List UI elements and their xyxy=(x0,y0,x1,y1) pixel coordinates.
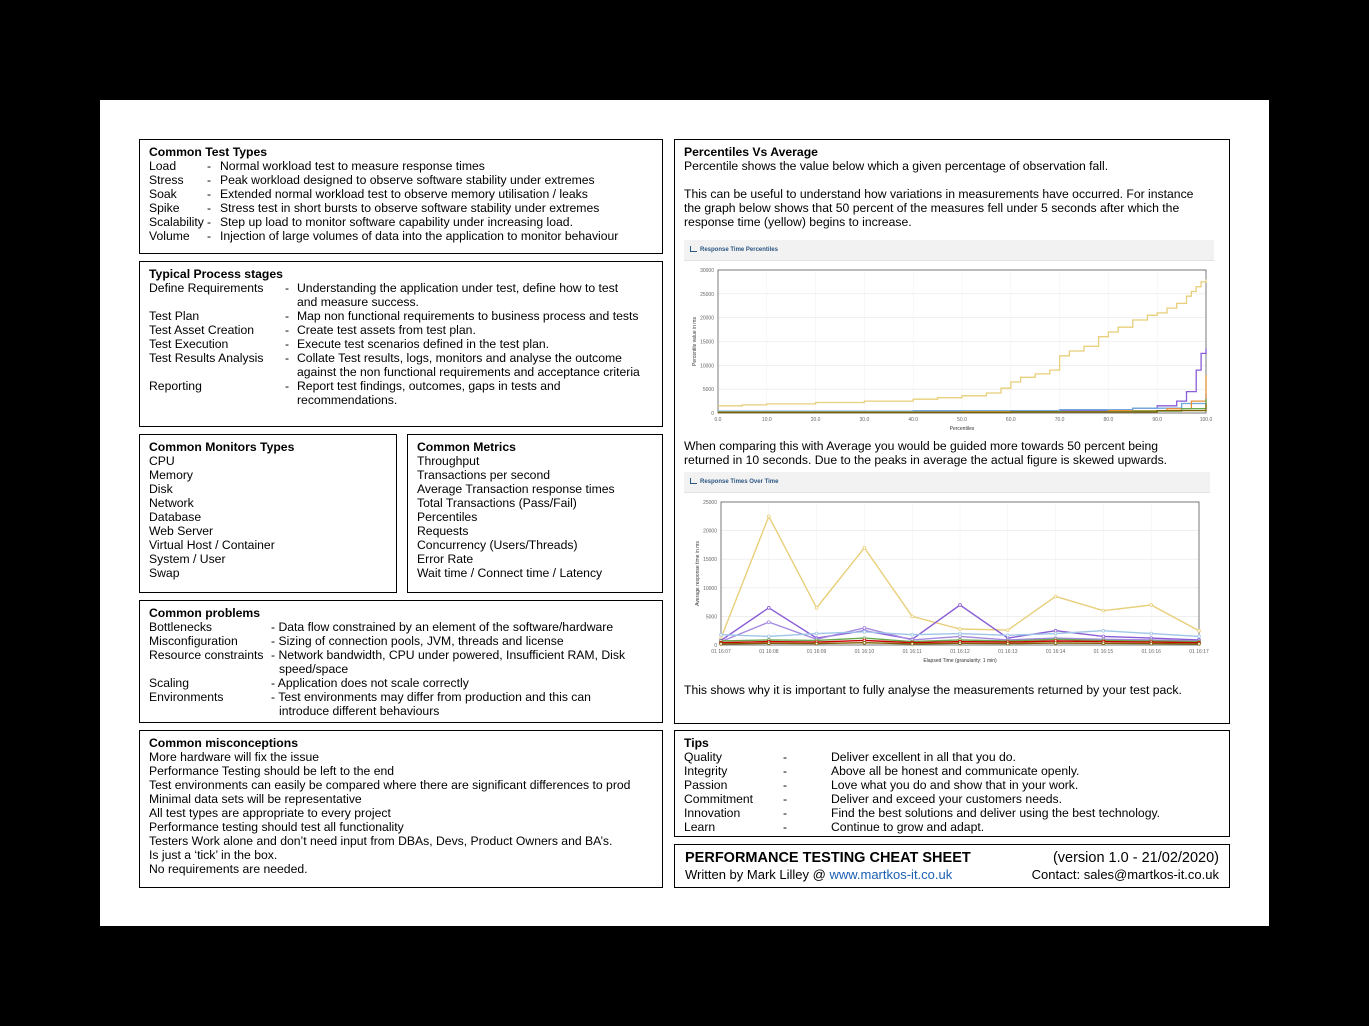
percentiles-p1: Percentile shows the value below which a given percentage of observation fall. xyxy=(684,159,1109,173)
test-type-row xyxy=(149,215,653,229)
data-point xyxy=(767,621,770,624)
process-dash: - xyxy=(285,323,290,337)
test-type-name: Spike xyxy=(149,201,180,215)
problem-row xyxy=(149,634,653,648)
tip-dash: - xyxy=(783,778,788,792)
problem-desc-wrap xyxy=(271,648,653,676)
tip-row xyxy=(684,792,1220,806)
data-point xyxy=(1102,609,1105,612)
y-tick-label: 15000 xyxy=(703,557,717,564)
data-point xyxy=(1198,629,1201,632)
tip-row xyxy=(684,750,1220,764)
x-tick-label: 100.0 xyxy=(1199,417,1213,423)
y-axis-label: Average response time in ms xyxy=(695,541,701,606)
misconception-item: Performance Testing should be left to the end xyxy=(149,764,395,778)
percentiles-chart xyxy=(684,240,1214,430)
tip-name: Commitment xyxy=(684,792,754,806)
test-types-box xyxy=(139,139,663,254)
test-type-name: Load xyxy=(149,159,177,173)
problem-desc-wrap xyxy=(271,634,653,648)
process-box xyxy=(139,261,663,427)
test-type-dash: - xyxy=(207,173,212,187)
tip-row xyxy=(684,764,1220,778)
problem-desc: - Data flow constrained by an element of the software/hardware xyxy=(271,620,614,634)
test-type-desc: Stress test in short bursts to observe software stability under extremes xyxy=(220,201,600,215)
process-desc-wrap xyxy=(297,351,653,379)
footer-version: (version 1.0 - 21/02/2020) xyxy=(1052,850,1219,866)
x-tick-label: 01 16:08 xyxy=(759,649,779,655)
problem-row xyxy=(149,620,653,634)
x-tick-label: 20.0 xyxy=(810,417,821,423)
y-tick-label: 25000 xyxy=(703,500,717,506)
data-point xyxy=(767,515,770,518)
test-type-row xyxy=(149,201,653,215)
test-type-name: Volume xyxy=(149,229,190,243)
process-desc-cont: and measure success. xyxy=(297,295,419,309)
process-row xyxy=(149,379,653,407)
x-tick-label: 30.0 xyxy=(859,417,870,423)
monitors-title: Common Monitors Types xyxy=(149,440,295,454)
metric-item: Wait time / Connect time / Latency xyxy=(417,566,603,580)
data-point xyxy=(1054,629,1057,632)
process-desc: Understanding the application under test, define how to test xyxy=(297,281,619,295)
test-type-name: Soak xyxy=(149,187,177,201)
tips-box xyxy=(674,730,1230,837)
x-tick-label: 01 16:13 xyxy=(998,649,1018,655)
test-types-list xyxy=(149,159,653,243)
x-tick-label: 10.0 xyxy=(761,417,772,423)
percentiles-chart-title: Response Time Percentiles xyxy=(700,247,778,253)
process-dash: - xyxy=(285,281,290,295)
y-tick-label: 15000 xyxy=(700,339,714,346)
test-type-desc: Step up load to monitor software capability under increasing load. xyxy=(220,215,573,229)
percentiles-p2: This can be useful to understand how variations in measurements have occurred. For instance the graph below shows that 50 percent of the measures fell under 5 seconds after which the response time (yellow) begins to increase. xyxy=(684,187,1194,229)
test-type-desc: Injection of large volumes of data into the application to monitor behaviour xyxy=(220,229,619,243)
test-type-row xyxy=(149,229,653,243)
process-desc-wrap xyxy=(297,281,653,309)
tip-desc: Continue to grow and adapt. xyxy=(831,820,985,834)
process-dash: - xyxy=(285,379,290,393)
monitor-item: Web Server xyxy=(149,524,214,538)
percentiles-chart-svg xyxy=(684,261,1214,431)
y-tick-label: 0 xyxy=(714,643,717,649)
tip-row xyxy=(684,820,1220,834)
x-tick-label: 40.0 xyxy=(908,417,919,423)
misconceptions-list xyxy=(149,750,653,876)
tip-dash: - xyxy=(783,820,788,834)
y-tick-label: 5000 xyxy=(705,614,717,621)
tip-row xyxy=(684,806,1220,820)
data-point xyxy=(1198,642,1201,645)
x-axis-label: Elapsed Time (granularity: 1 min) xyxy=(923,658,997,664)
process-row xyxy=(149,337,653,351)
data-point xyxy=(863,546,866,549)
monitor-item: Disk xyxy=(149,482,173,496)
monitor-item: Memory xyxy=(149,468,194,482)
process-stage: Test Asset Creation xyxy=(149,323,254,337)
process-dash: - xyxy=(285,309,290,323)
y-axis-label: Percentile value in ms xyxy=(692,317,698,366)
problem-desc: - Test environments may differ from production and this can xyxy=(271,690,591,704)
process-stage: Test Results Analysis xyxy=(149,351,264,365)
x-tick-label: 01 16:16 xyxy=(1141,649,1161,655)
problem-name: Bottlenecks xyxy=(149,620,213,634)
average-chart-svg xyxy=(684,493,1210,673)
misconception-item: All test types are appropriate to every project xyxy=(149,806,391,820)
process-desc: Collate Test results, logs, monitors and analyse the outcome xyxy=(297,351,622,365)
y-tick-label: 0 xyxy=(711,411,714,417)
y-tick-label: 20000 xyxy=(700,315,714,322)
problem-desc: - Application does not scale correctly xyxy=(271,676,469,690)
data-point xyxy=(1150,632,1153,635)
y-tick-label: 30000 xyxy=(700,268,714,274)
y-gridlines xyxy=(700,268,1206,417)
process-stage: Define Requirements xyxy=(149,281,264,295)
problem-desc-cont: speed/space xyxy=(279,662,349,676)
problem-row xyxy=(149,676,653,690)
tip-desc: Above all be honest and communicate openly. xyxy=(831,764,1080,778)
website-link[interactable]: www.martkos-it.co.uk xyxy=(829,867,953,882)
tip-desc: Deliver excellent in all that you do. xyxy=(831,750,1016,764)
tip-dash: - xyxy=(783,792,788,806)
monitors-box xyxy=(139,434,397,593)
process-row xyxy=(149,309,653,323)
tip-desc: Deliver and exceed your customers needs. xyxy=(831,792,1063,806)
problem-row xyxy=(149,648,653,676)
data-point xyxy=(1006,642,1009,645)
y-tick-label: 5000 xyxy=(702,387,714,394)
monitor-item: Virtual Host / Container xyxy=(149,538,275,552)
metric-item: Average Transaction response times xyxy=(417,482,615,496)
average-chart-title: Response Times Over Time xyxy=(700,479,779,485)
process-stage: Test Plan xyxy=(149,309,200,323)
metrics-list xyxy=(417,454,653,580)
problems-list xyxy=(149,620,653,718)
data-point xyxy=(1150,642,1153,645)
tip-name: Quality xyxy=(684,750,722,764)
data-point xyxy=(959,635,962,638)
process-list xyxy=(149,281,653,407)
test-type-desc: Normal workload test to measure response times xyxy=(220,159,485,173)
problem-desc-cont: introduce different behaviours xyxy=(279,704,440,718)
process-desc: Execute test scenarios defined in the test plan. xyxy=(297,337,550,351)
process-dash: - xyxy=(285,337,290,351)
average-chart xyxy=(684,472,1210,672)
data-point xyxy=(815,606,818,609)
x-tick-label: 01 16:14 xyxy=(1045,649,1066,655)
misconception-item: Minimal data sets will be representative xyxy=(149,792,362,806)
problems-box xyxy=(139,600,663,723)
data-point xyxy=(959,632,962,635)
tips-list xyxy=(684,750,1220,834)
process-row xyxy=(149,281,653,309)
data-point xyxy=(815,642,818,645)
metrics-title: Common Metrics xyxy=(417,440,516,454)
problem-desc-wrap xyxy=(271,676,653,690)
tip-name: Learn xyxy=(684,820,716,834)
cheat-sheet-page xyxy=(100,100,1269,926)
x-tick-label: 90.0 xyxy=(1152,417,1163,423)
x-tick-label: 80.0 xyxy=(1103,417,1114,423)
problem-name: Scaling xyxy=(149,676,189,690)
test-types-title: Common Test Types xyxy=(149,145,268,159)
process-row xyxy=(149,351,653,379)
misconception-item: Test environments can easily be compared where there are significant differences to prod xyxy=(149,778,631,792)
misconception-item: More hardware will fix the issue xyxy=(149,750,320,764)
tips-title: Tips xyxy=(684,736,709,750)
metric-item: Throughput xyxy=(417,454,480,468)
metric-item: Transactions per second xyxy=(417,468,551,482)
test-type-dash: - xyxy=(207,187,212,201)
monitors-list xyxy=(149,454,387,580)
monitor-item: Database xyxy=(149,510,202,524)
misconceptions-title: Common misconceptions xyxy=(149,736,298,750)
data-point xyxy=(1102,629,1105,632)
data-point xyxy=(767,642,770,645)
data-point xyxy=(767,635,770,638)
process-desc-cont: against the non functional requirements and acceptance criteria xyxy=(297,365,640,379)
data-point xyxy=(911,633,914,636)
x-tick-label: 01 16:09 xyxy=(806,649,827,655)
tip-name: Integrity xyxy=(684,764,728,778)
tip-name: Passion xyxy=(684,778,728,792)
data-point xyxy=(720,642,723,645)
problems-title: Common problems xyxy=(149,606,261,620)
x-tick-label: 50.0 xyxy=(957,417,967,423)
misconception-item: Testers Work alone and don’t need input from DBAs, Devs, Product Owners and BA’s. xyxy=(149,834,613,848)
y-tick-label: 20000 xyxy=(703,528,717,535)
problem-name: Misconfiguration xyxy=(149,634,238,648)
process-row xyxy=(149,323,653,337)
footer-box xyxy=(674,844,1230,888)
test-type-dash: - xyxy=(207,229,212,243)
process-desc-wrap xyxy=(297,379,653,407)
data-point xyxy=(1102,642,1105,645)
data-point xyxy=(1054,632,1057,635)
problem-desc: - Sizing of connection pools, JVM, threads and license xyxy=(271,634,564,648)
tip-dash: - xyxy=(783,764,788,778)
data-point xyxy=(959,604,962,607)
data-point xyxy=(911,615,914,618)
test-type-desc: Peak workload designed to observe software stability under extremes xyxy=(220,173,595,187)
x-tick-label: 01 16:12 xyxy=(950,649,970,655)
x-tick-label: 0.0 xyxy=(714,417,722,423)
process-desc-wrap xyxy=(297,323,653,337)
problem-desc-wrap xyxy=(271,690,653,718)
process-desc-wrap xyxy=(297,337,653,351)
misconception-item: No requirements are needed. xyxy=(149,862,308,876)
footer-written: Written by Mark Lilley @ xyxy=(685,867,830,882)
data-point xyxy=(720,633,723,636)
data-point xyxy=(1006,634,1009,637)
percentiles-box xyxy=(674,139,1230,724)
process-stage: Test Execution xyxy=(149,337,229,351)
test-type-row xyxy=(149,173,653,187)
problem-desc-wrap xyxy=(271,620,653,634)
data-point xyxy=(815,632,818,635)
x-tick-label: 01 16:11 xyxy=(902,649,922,655)
y-tick-label: 10000 xyxy=(700,363,714,370)
metric-item: Error Rate xyxy=(417,552,474,566)
metric-item: Concurrency (Users/Threads) xyxy=(417,538,578,552)
tip-dash: - xyxy=(783,806,788,820)
misconception-item: Performance testing should test all functionality xyxy=(149,820,404,834)
x-tick-label: 01 16:07 xyxy=(711,649,731,655)
bar-chart-icon xyxy=(690,478,697,484)
percentiles-title: Percentiles Vs Average xyxy=(684,145,818,159)
percentiles-chart-header xyxy=(684,240,1214,261)
data-point xyxy=(863,626,866,629)
data-point xyxy=(863,641,866,644)
x-tick-label: 01 16:10 xyxy=(854,649,875,655)
problem-name: Environments xyxy=(149,690,224,704)
metric-item: Total Transactions (Pass/Fail) xyxy=(417,496,577,510)
process-desc: Report test findings, outcomes, gaps in tests and xyxy=(297,379,561,393)
misconception-item: Is just a ‘tick’ in the box. xyxy=(149,848,278,862)
process-desc-wrap xyxy=(297,309,653,323)
tip-desc: Find the best solutions and deliver using the best technology. xyxy=(831,806,1161,820)
data-point xyxy=(911,642,914,645)
tip-dash: - xyxy=(783,750,788,764)
data-point xyxy=(1150,604,1153,607)
x-axis-label: Percentiles xyxy=(949,426,975,431)
x-tick-label: 60.0 xyxy=(1005,417,1016,423)
process-dash: - xyxy=(285,351,290,365)
tip-desc: Love what you do and show that in your work. xyxy=(831,778,1079,792)
data-point xyxy=(1102,635,1105,638)
percentiles-p4: This shows why it is important to fully analyse the measurements returned by your test pack. xyxy=(684,683,1182,697)
tip-row xyxy=(684,778,1220,792)
x-tick-label: 01 16:15 xyxy=(1093,649,1114,655)
test-type-name: Stress xyxy=(149,173,184,187)
data-point xyxy=(959,628,962,631)
test-type-dash: - xyxy=(207,159,212,173)
process-title: Typical Process stages xyxy=(149,267,283,281)
x-tick-labels xyxy=(715,270,1213,423)
x-tick-label: 70.0 xyxy=(1054,417,1065,423)
x-tick-label: 01 16:17 xyxy=(1189,649,1209,655)
metric-item: Requests xyxy=(417,524,469,538)
average-chart-header xyxy=(684,472,1210,493)
test-type-row xyxy=(149,159,653,173)
footer-title: PERFORMANCE TESTING CHEAT SHEET xyxy=(685,850,971,866)
process-desc: Map non functional requirements to business process and tests xyxy=(297,309,639,323)
bar-chart-icon xyxy=(690,246,697,252)
monitor-item: Network xyxy=(149,496,194,510)
monitor-item: System / User xyxy=(149,552,226,566)
test-type-row xyxy=(149,187,653,201)
footer-author xyxy=(685,867,952,883)
metrics-box xyxy=(407,434,663,593)
data-point xyxy=(767,606,770,609)
data-point xyxy=(1006,629,1009,632)
data-point xyxy=(959,642,962,645)
y-tick-label: 10000 xyxy=(703,585,717,592)
data-point xyxy=(863,630,866,633)
monitor-item: Swap xyxy=(149,566,180,580)
problem-name: Resource constraints xyxy=(149,648,264,662)
test-type-name: Scalability xyxy=(149,215,204,229)
monitor-item: CPU xyxy=(149,454,175,468)
footer-contact: Contact: sales@martkos-it.co.uk xyxy=(1031,867,1219,882)
process-desc-cont: recommendations. xyxy=(297,393,398,407)
metric-item: Percentiles xyxy=(417,510,478,524)
process-stage: Reporting xyxy=(149,379,202,393)
problem-row xyxy=(149,690,653,718)
misconceptions-box xyxy=(139,730,663,888)
y-tick-label: 25000 xyxy=(700,291,714,298)
data-point xyxy=(1054,595,1057,598)
percentiles-p3: When comparing this with Average you would be guided more towards 50 percent being returned in 10 seconds. Due to the peaks in average the actual figure is skewed upwards. xyxy=(684,439,1168,467)
data-point xyxy=(1198,635,1201,638)
test-type-dash: - xyxy=(207,201,212,215)
test-type-desc: Extended normal workload test to observe memory utilisation / leaks xyxy=(220,187,588,201)
tip-name: Innovation xyxy=(684,806,741,820)
data-point xyxy=(1054,642,1057,645)
test-type-dash: - xyxy=(207,215,212,229)
problem-desc: - Network bandwidth, CPU under powered, Insufficient RAM, Disk xyxy=(271,648,626,662)
process-desc: Create test assets from test plan. xyxy=(297,323,476,337)
